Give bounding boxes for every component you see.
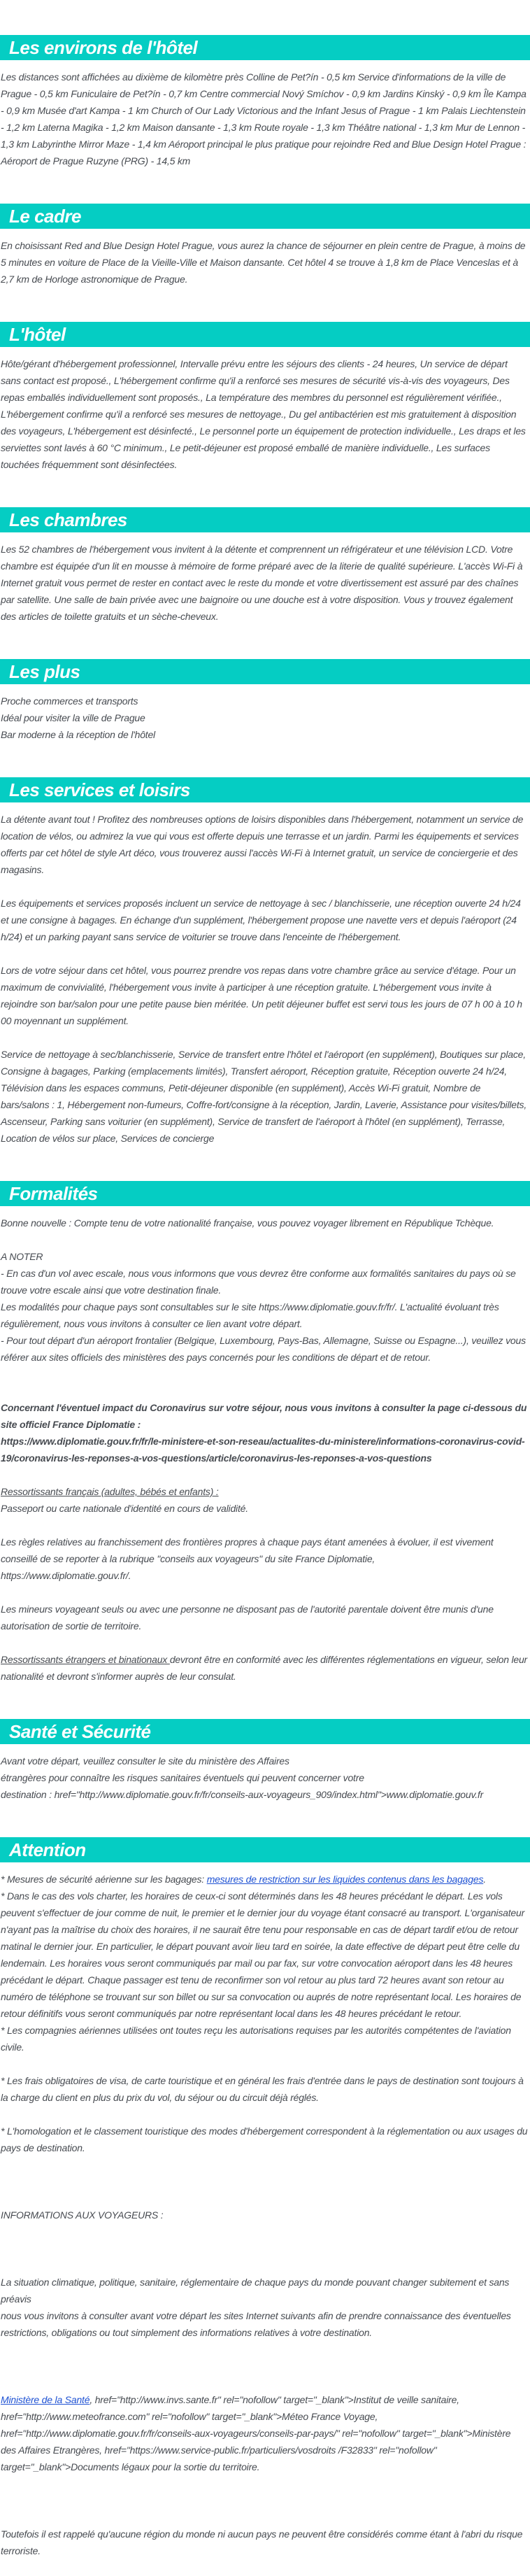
section-header-bar <box>0 777 530 802</box>
section-title: Santé et Sécurité <box>9 1721 151 1742</box>
section-formalites <box>0 1181 530 1685</box>
text-run: Les mineurs voyageant seuls ou avec une personne ne disposant pas de l'autorité parentale doivent être munis d'une autorisation de sortie de territoire. <box>1 1604 494 1632</box>
text-run: , href="http://www.invs.sante.fr" rel="nofollow" target="_blank">Institut de veille sanitaire, href="http://www.meteofrance.com" rel="nofollow" target="_blank">Méteo France Voyage, href="http://www.diplomatie.gouv.fr/fr/conseils-aux-voyageurs/conseils-par-pays/" rel="nofollow" target="_blank">Ministère des Affaires Etrangères, href="https://www.service-public.fr/particuliers/vosdroits /F32833" rel="nofollow" target="_blank">Documents légaux pour la sortie du territoire. <box>1 2394 511 2472</box>
paragraph <box>1 895 529 945</box>
section-title: Attention <box>9 1839 86 1860</box>
text-run: Les équipements et services proposés incluent un service de nettoyage à sec / blanchisserie, une réception ouverte 24 h/24 et une consigne à bagages. En échange d'un supplément, l'hébergement propose une navette vers et depuis l'aéroport (24 h/24) et un parking payant sans service de voiturier se trouve dans l'enceinte de l'hébergement. <box>1 898 521 942</box>
text-run: Les règles relatives au franchissement des frontières propres à chaque pays étant amenées à évoluer, il est vivement conseillé de se reporter à la rubrique "conseils aux voyageurs" du site France Diplomatie, <box>1 1536 494 1564</box>
section-title: Formalités <box>9 1183 98 1204</box>
underlined-text: Ressortissants étrangers et binationaux <box>1 1654 170 1665</box>
section-header-bar <box>0 204 530 229</box>
text-run: Bar moderne à la réception de l'hôtel <box>1 729 155 740</box>
text-run: En choisissant Red and Blue Design Hotel Prague, vous aurez la chance de séjourner en plein centre de Prague, à moins de 5 minutes en voiture de Place de la Vieille-Ville et Maison dansante. Cet hôtel 4 se trouve à 1,8 km de Place Venceslas et à 2,7 km de Horloge astronomique de Prague. <box>1 240 526 285</box>
section-header-bar <box>0 1181 530 1206</box>
section-chambres <box>0 507 530 625</box>
section-plus <box>0 659 530 743</box>
section-title: Le cadre <box>9 206 81 227</box>
paragraph <box>1 962 529 1029</box>
text-run: Idéal pour visiter la ville de Prague <box>1 712 145 723</box>
section-title: Les services et loisirs <box>9 779 190 800</box>
paragraph <box>1 69 529 169</box>
paragraph <box>1 2274 529 2341</box>
paragraph <box>1 1399 529 1466</box>
paragraph <box>1 541 529 625</box>
section-body <box>0 1862 530 2559</box>
ministere-sante-link[interactable]: Ministère de la Santé <box>1 2394 90 2405</box>
section-header-bar <box>0 507 530 532</box>
text-run: La détente avant tout ! Profitez des nombreuses options de loisirs disponibles dans l'hébergement, notamment un service de location de vélos, ou admirez la vue qui vous est offerte depuis une terrasse et un jardin. Parmi les équipements et services offerts par cet hôtel de style Art déco, vous trouverez aussi l'accès Wi-Fi à Internet gratuit, un service de conciergerie et des magasins. <box>1 814 524 875</box>
text-run: destination : href="http://www.diplomatie.gouv.fr/fr/conseils-aux-voyageurs_909/index.html">www.diplomatie.gouv.fr <box>1 1789 484 1800</box>
section-sante-securite <box>0 1719 530 1803</box>
paragraph <box>1 1248 529 1366</box>
text-run: Toutefois il est rappelé qu'aucune région du monde ni aucun pays ne peuvent être considérés comme étant à l'abri du risque terroriste. <box>1 2528 523 2556</box>
text-run: Passeport ou carte nationale d'identité en cours de validité. <box>1 1503 248 1514</box>
text-run: Lors de votre séjour dans cet hôtel, vous pourrez prendre vos repas dans votre chambre grâce au service d'étage. Pour un maximum de convivialité, l'hébergement vous invite à participer à une réception gratuite. L'hébergement vous invite à rejoindre son bar/salon pour une petite pause bien méritée. Un petit déjeuner buffet est servi tous les jours de 07 h 00 à 10 h 00 moyennant un supplément. <box>1 965 522 1026</box>
section-header-bar <box>0 35 530 60</box>
section-body <box>0 347 530 473</box>
section-header-bar <box>0 659 530 684</box>
paragraph <box>1 1601 529 1634</box>
paragraph <box>1 1534 529 1584</box>
paragraph <box>1 2072 529 2106</box>
section-body <box>0 60 530 169</box>
section-body <box>0 229 530 288</box>
text-run: Bonne nouvelle : Compte tenu de votre nationalité française, vous pouvez voyager librement en République Tchèque. <box>1 1217 494 1229</box>
paragraph <box>1 1871 529 2055</box>
section-header-bar <box>0 322 530 347</box>
section-header-bar <box>0 1837 530 1862</box>
paragraph <box>1 811 529 878</box>
section-body <box>0 532 530 625</box>
text-run: étrangères pour connaître les risques sanitaires éventuels qui peuvent concerner votre <box>1 1772 364 1783</box>
text-run: * Les frais obligatoires de visa, de carte touristique et en général les frais d'entrée dans le pays de destination sont toujours à la charge du client en plus du prix du vol, du séjour ou du circuit déjà réglés. <box>1 2075 524 2103</box>
section-body <box>0 1206 530 1685</box>
section-title: L'hôtel <box>9 324 66 345</box>
section-body <box>0 1744 530 1803</box>
text-run: https://www.diplomatie.gouv.fr/. <box>1 1570 131 1581</box>
section-cadre <box>0 204 530 288</box>
text-run: . <box>483 1874 486 1885</box>
text-run: A NOTER <box>1 1251 43 1262</box>
paragraph <box>1 2123 529 2156</box>
text-run: devront être en conformité avec les différentes réglementations en vigueur, selon leur nationalité et devront s'informer auprès de leur consulat. <box>1 1654 528 1682</box>
text-run: Les distances sont affichées au dixième de kilomètre près Colline de Pet?ín - 0,5 km Service d'informations de la ville de Prague - 0,5 km Funiculaire de Pet?ín - 0,7 km Centre commercial Nový Smíchov - 0,9 km Jardins Kinský - 0,9 km Île Kampa - 0,9 km Musée d'art Kampa - 1 km Church of Our Lady Victorious and the Infant Jesus of Prague - 1 km Palais Liechtenstein - 1,2 km Laterna Magika - 1,2 km Maison dansante - 1,3 km Route royale - 1,3 km Théâtre national - 1,3 km Mur de Lennon - 1,3 km Labyrinthe Mirror Maze - 1,4 km Aéroport principal le plus pratique pour rejoindre Red and Blue Design Hotel Prague : Aéroport de Prague Ruzyne (PRG) - 14,5 km <box>1 71 527 167</box>
text-run: INFORMATIONS AUX VOYAGEURS : <box>1 2209 164 2221</box>
bold-text: Concernant l'éventuel impact du Coronavirus sur votre séjour, nous vous invitons à consulter la page ci-dessous du site officiel France Diplomatie : <box>1 1402 527 1430</box>
text-run: * Dans le cas des vols charter, les horaires de ceux-ci sont déterminés dans les 48 heures précédant le départ. Les vols peuvent s'effectuer de jour comme de nuit, le premier et le dernier jour du voyage étant consacré au transport. L'organisateur n'ayant pas la maîtrise du choix des horaires, il ne saurait être tenu pour responsable en cas de départ tardif et/ou de retour matinal le dernier jour. En particulier, le départ pouvant avoir lieu tard en soirée, la date effective de départ peut être celle du lendemain. Les horaires vous seront communiqués par mail ou par fax, sur votre convocation aéroport dans les 48 heures précédant le départ. Chaque passager est tenu de reconfirmer son vol retour au plus tard 72 heures avant son retour au numéro de téléphone se trouvant sur son billet ou sur sa convocation ou auprés de notre représentant local. Les horaires de retour définitifs vous seront communiqués par notre représentant local dans les 48 heures précédant le retour. <box>1 1890 525 2019</box>
paragraph <box>1 1215 529 1231</box>
text-run: - Pour tout départ d'un aéroport frontalier (Belgique, Luxembourg, Pays-Bas, Allemagne, Suisse ou Espagne...), veuillez vous référer aux sites officiels des ministères des pays concernés pour les conditions de départ et de retour. <box>1 1335 526 1363</box>
section-environs-hotel <box>0 35 530 169</box>
text-run: La situation climatique, politique, sanitaire, réglementaire de chaque pays du monde pouvant changer subitement et sans préavis <box>1 2277 510 2305</box>
paragraph <box>1 1651 529 1685</box>
section-attention <box>0 1837 530 2559</box>
paragraph <box>1 237 529 288</box>
paragraph <box>1 2207 529 2223</box>
text-run: Proche commerces et transports <box>1 695 138 707</box>
section-header-bar <box>0 1719 530 1744</box>
underlined-text: Ressortissants français (adultes, bébés et enfants) : <box>1 1486 219 1497</box>
text-run: Hôte/gérant d'hébergement professionnel, Intervalle prévu entre les séjours des clients - 24 heures, Un service de départ sans contact est proposé., L'hébergement confirme qu'il a renforcé ses mesures de sécurité vis-à-vis des voyageurs, Des repas emballés individuellement sont proposés., La température des membres du personnel est régulièrement vérifiée., L'hébergement confirme qu'il a renforcé ses mesures de nettoyage., Du gel antibactérien est mis gratuitement à disposition des voyageurs, L'hébergement est désinfecté., Le personnel porte un équipement de protection individuelle., Les draps et les serviettes sont lavés à 60 °C minimum., Le petit-déjeuner est proposé emballé de manière individuelle., Les surfaces touchées fréquemment sont désinfectées. <box>1 358 526 470</box>
text-run: * Les compagnies aériennes utilisées ont toutes reçu les autorisations requises par les autorités compétentes de l'aviation civile. <box>1 2025 511 2053</box>
section-body <box>0 684 530 743</box>
text-run: Les 52 chambres de l'hébergement vous invitent à la détente et comprennent un réfrigérateur et une télévision LCD. Votre chambre est équipée d'un lit en mousse à mémoire de forme préparé avec de la literie de qualité supérieure. L'accès Wi-Fi à Internet gratuit vous permet de rester en contact avec le reste du monde et votre divertissement est assuré par des chaînes par satellite. Une salle de bain privée avec une baignoire ou une douche est à votre disposition. Vous y trouvez également des articles de toilette gratuits et un sèche-cheveux. <box>1 544 523 622</box>
paragraph <box>1 1046 529 1147</box>
paragraph <box>1 1753 529 1803</box>
section-title: Les plus <box>9 661 80 682</box>
text-run: Les modalités pour chaque pays sont consultables sur le site https://www.diplomatie.gouv.fr/fr/. L'actualité évoluant très régulièrement, nous vous invitons à consulter ce lien avant votre départ. <box>1 1301 499 1329</box>
section-services-loisirs <box>0 777 530 1147</box>
text-run: - En cas d'un vol avec escale, nous vous informons que vous devrez être conforme aux formalités sanitaires du pays où se trouve votre escale ainsi que votre destination finale. <box>1 1268 516 1296</box>
paragraph <box>1 2391 529 2475</box>
baggage-liquids-restrictions-link[interactable]: mesures de restriction sur les liquides contenus dans les bagages <box>206 1874 484 1885</box>
text-run: nous vous invitons à consulter avant votre départ les sites Internet suivants afin de prendre connaissance des éventuelles restrictions, obligations ou tout simplement des informations relatives à votre destination. <box>1 2310 511 2338</box>
text-run: * L'homologation et le classement touristique des modes d'hébergement correspondent à la réglementation ou aux usages du pays de destination. <box>1 2125 528 2153</box>
section-hotel <box>0 322 530 473</box>
text-run: * Mesures de sécurité aérienne sur les bagages: <box>1 1874 207 1885</box>
paragraph <box>1 1483 529 1517</box>
text-run: Service de nettoyage à sec/blanchisserie, Service de transfert entre l'hôtel et l'aéroport (en supplément), Boutiques sur place, Consigne à bagages, Parking (emplacements limités), Transfert aéroport, Réception gratuite, Réception ouverte 24 h/24, Télévision dans les espaces communs, Petit-déjeuner disponible (en supplément), Accès Wi-Fi gratuit, Nombre de bars/salons : 1, Hébergement non-fumeurs, Coffre-fort/consigne à la réception, Jardin, Laverie, Assistance pour visites/billets, Ascenseur, Parking sans voiturier (en supplément), Service de transfert de l'aéroport à l'hôtel (en supplément), Terrasse, Location de vélos sur place, Services de concierge <box>1 1049 527 1144</box>
text-run: Avant votre départ, veuillez consulter le site du ministère des Affaires <box>1 1755 289 1767</box>
paragraph <box>1 2526 529 2559</box>
section-title: Les environs de l'hôtel <box>9 37 198 58</box>
section-body <box>0 802 530 1147</box>
paragraph <box>1 355 529 473</box>
bold-text: https://www.diplomatie.gouv.fr/fr/le-ministere-et-son-reseau/actualites-du-ministere/informations-coronavirus-covid-19/coronavirus-les-reponses-a-vos-questions/article/coronavirus-les-reponses-a-vos-questions <box>1 1436 525 1464</box>
section-title: Les chambres <box>9 509 127 530</box>
content <box>0 35 530 2559</box>
paragraph <box>1 693 529 743</box>
